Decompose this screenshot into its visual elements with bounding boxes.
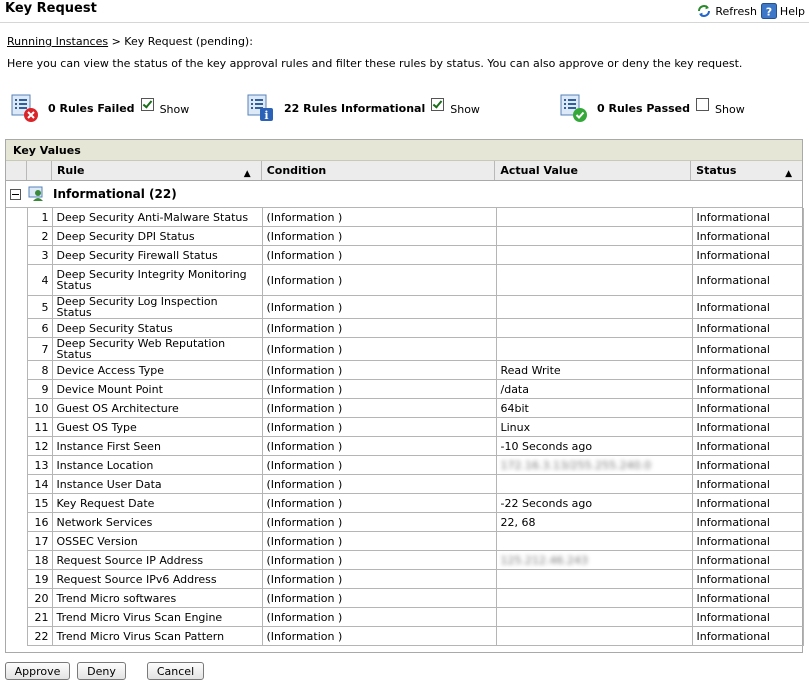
header-status-label: Status: [696, 164, 737, 177]
show-failed-label: Show: [159, 102, 190, 116]
actual-value-cell: [496, 627, 692, 646]
row-spacer: [6, 570, 27, 589]
header-blank: [6, 161, 27, 180]
rule-name-cell: Instance First Seen: [52, 437, 262, 456]
row-index: 15: [27, 494, 52, 513]
actual-value-cell: [496, 265, 692, 296]
row-index: 7: [27, 338, 52, 361]
show-passed-checkbox[interactable]: [696, 98, 709, 111]
rule-name-cell: Deep Security Status: [52, 319, 262, 338]
header-condition-label: Condition: [266, 164, 327, 177]
rule-name-cell: Trend Micro Virus Scan Pattern: [52, 627, 262, 646]
condition-cell: (Information ): [262, 227, 496, 246]
row-index: 4: [27, 265, 52, 296]
row-spacer: [6, 296, 27, 319]
key-values-panel: [5, 139, 803, 653]
rule-name-cell: Network Services: [52, 513, 262, 532]
rule-name-cell: Deep Security DPI Status: [52, 227, 262, 246]
status-cell: Informational: [692, 227, 803, 246]
table-row[interactable]: [6, 589, 803, 608]
condition-cell: (Information ): [262, 296, 496, 319]
condition-cell: (Information ): [262, 399, 496, 418]
title-divider: [0, 22, 809, 23]
rules-passed-count: 0 Rules Passed: [597, 101, 691, 115]
row-spacer: [6, 319, 27, 338]
row-spacer: [6, 338, 27, 361]
help-label: Help: [779, 4, 805, 18]
rules-table: [6, 208, 804, 646]
actual-value-cell: Read Write: [496, 361, 692, 380]
row-index: 1: [27, 208, 52, 227]
row-index: 6: [27, 319, 52, 338]
row-index: 14: [27, 475, 52, 494]
show-informational-label: Show: [450, 102, 480, 116]
actual-value-cell: [496, 589, 692, 608]
condition-cell: (Information ): [262, 570, 496, 589]
rules-failed-count: 0 Rules Failed: [48, 101, 135, 115]
rule-name-cell: Deep Security Log Inspection Status: [52, 296, 262, 319]
panel-title: Key Values: [6, 140, 802, 161]
deny-button[interactable]: Deny: [77, 662, 126, 680]
row-index: 22: [27, 627, 52, 646]
row-index: 3: [27, 246, 52, 265]
condition-cell: (Information ): [262, 246, 496, 265]
row-index: 12: [27, 437, 52, 456]
rules-informational-count: 22 Rules Informational: [284, 101, 426, 115]
rule-name-cell: Deep Security Integrity Monitoring Status: [52, 265, 262, 296]
rule-name-cell: Trend Micro softwares: [52, 589, 262, 608]
row-spacer: [6, 361, 27, 380]
row-index: 8: [27, 361, 52, 380]
status-cell: Informational: [692, 399, 803, 418]
svg-text:?: ?: [765, 5, 773, 19]
status-cell: Informational: [692, 208, 803, 227]
group-row-informational: [6, 181, 802, 208]
row-spacer: [6, 494, 27, 513]
table-header: [6, 161, 802, 181]
actual-value-cell: 22, 68: [496, 513, 692, 532]
row-spacer: [6, 589, 27, 608]
condition-cell: (Information ): [262, 265, 496, 296]
row-index: 9: [27, 380, 52, 399]
group-user-icon: [28, 185, 46, 203]
condition-cell: (Information ): [262, 494, 496, 513]
actual-value-cell: [496, 246, 692, 265]
rule-name-cell: Device Access Type: [52, 361, 262, 380]
condition-cell: (Information ): [262, 627, 496, 646]
group-title: Informational (22): [53, 187, 177, 201]
table-row[interactable]: [6, 570, 803, 589]
row-index: 19: [27, 570, 52, 589]
rule-name-cell: Deep Security Firewall Status: [52, 246, 262, 265]
row-index: 2: [27, 227, 52, 246]
refresh-button[interactable]: [696, 3, 757, 19]
status-cell: Informational: [692, 338, 803, 361]
status-cell: Informational: [692, 608, 803, 627]
table-row[interactable]: [6, 551, 803, 570]
actual-value-cell: [496, 570, 692, 589]
help-button[interactable]: [761, 3, 805, 19]
table-row[interactable]: [6, 399, 803, 418]
show-passed-label: Show: [715, 102, 745, 116]
refresh-icon: [696, 3, 712, 19]
table-row[interactable]: [6, 627, 803, 646]
table-row[interactable]: [6, 265, 803, 296]
refresh-label: Refresh: [715, 4, 757, 18]
table-row[interactable]: [6, 456, 803, 475]
rule-name-cell: OSSEC Version: [52, 532, 262, 551]
status-cell: Informational: [692, 532, 803, 551]
table-row[interactable]: [6, 208, 803, 227]
rule-name-cell: Deep Security Web Reputation Status: [52, 338, 262, 361]
header-rule[interactable]: [52, 161, 262, 180]
condition-cell: (Information ): [262, 380, 496, 399]
row-spacer: [6, 208, 27, 227]
condition-cell: (Information ): [262, 338, 496, 361]
status-cell: Informational: [692, 265, 803, 296]
row-spacer: [6, 380, 27, 399]
row-index: 5: [27, 296, 52, 319]
rule-name-cell: Device Mount Point: [52, 380, 262, 399]
header-index: [27, 161, 52, 180]
status-cell: Informational: [692, 627, 803, 646]
status-cell: Informational: [692, 296, 803, 319]
table-row[interactable]: [6, 437, 803, 456]
redacted-value: 125.212.46.243: [500, 553, 588, 567]
condition-cell: (Information ): [262, 418, 496, 437]
status-cell: Informational: [692, 570, 803, 589]
row-spacer: [6, 475, 27, 494]
page-description: Here you can view the status of the key approval rules and filter these rules by status. You can also approve or deny the key request.: [7, 57, 743, 70]
condition-cell: (Information ): [262, 208, 496, 227]
actual-value-cell: [496, 532, 692, 551]
breadcrumb-running-instances-link[interactable]: Running Instances: [7, 35, 109, 48]
row-spacer: [6, 608, 27, 627]
row-index: 18: [27, 551, 52, 570]
row-spacer: [6, 227, 27, 246]
top-actions: [696, 3, 805, 19]
row-spacer: [6, 456, 27, 475]
row-spacer: [6, 513, 27, 532]
row-spacer: [6, 532, 27, 551]
cancel-button[interactable]: Cancel: [147, 662, 204, 680]
row-spacer: [6, 246, 27, 265]
rule-name-cell: Guest OS Architecture: [52, 399, 262, 418]
actual-value-cell: [496, 608, 692, 627]
condition-cell: (Information ): [262, 456, 496, 475]
actual-value-cell: [496, 208, 692, 227]
table-row[interactable]: [6, 608, 803, 627]
sort-asc-icon: ▲: [785, 169, 792, 179]
status-cell: Informational: [692, 551, 803, 570]
table-row[interactable]: [6, 246, 803, 265]
condition-cell: (Information ): [262, 551, 496, 570]
rule-name-cell: Guest OS Type: [52, 418, 262, 437]
rule-name-cell: Trend Micro Virus Scan Engine: [52, 608, 262, 627]
collapse-group-toggle[interactable]: [10, 189, 21, 200]
summary-failed: [10, 93, 189, 123]
row-index: 11: [27, 418, 52, 437]
row-index: 13: [27, 456, 52, 475]
condition-cell: (Information ): [262, 513, 496, 532]
svg-text:i: i: [264, 109, 269, 122]
row-spacer: [6, 551, 27, 570]
table-row[interactable]: [6, 338, 803, 361]
summary-passed: [559, 93, 745, 123]
header-actual-value-label: Actual Value: [500, 164, 578, 177]
row-spacer: [6, 627, 27, 646]
row-spacer: [6, 437, 27, 456]
actual-value-cell: /data: [496, 380, 692, 399]
row-spacer: [6, 265, 27, 296]
rules-failed-icon: [10, 93, 40, 123]
actual-value-cell: -10 Seconds ago: [496, 437, 692, 456]
actual-value-cell: [496, 456, 692, 475]
redacted-value: 172.16.3.13/255.255.240.0: [500, 458, 652, 472]
table-row[interactable]: [6, 418, 803, 437]
condition-cell: (Information ): [262, 608, 496, 627]
header-rule-label: Rule: [56, 164, 85, 177]
status-cell: Informational: [692, 361, 803, 380]
table-row[interactable]: [6, 227, 803, 246]
rules-info-icon: [246, 93, 276, 123]
status-cell: Informational: [692, 494, 803, 513]
condition-cell: (Information ): [262, 437, 496, 456]
status-cell: Informational: [692, 589, 803, 608]
rule-name-cell: Instance User Data: [52, 475, 262, 494]
row-index: 20: [27, 589, 52, 608]
header-status[interactable]: [691, 161, 802, 180]
status-cell: Informational: [692, 456, 803, 475]
status-cell: Informational: [692, 437, 803, 456]
help-icon: [761, 3, 777, 19]
table-row[interactable]: [6, 361, 803, 380]
actual-value-cell: [496, 475, 692, 494]
row-spacer: [6, 399, 27, 418]
actual-value-cell: [496, 319, 692, 338]
status-cell: Informational: [692, 246, 803, 265]
row-spacer: [6, 418, 27, 437]
rule-name-cell: Request Source IP Address: [52, 551, 262, 570]
rule-name-cell: Key Request Date: [52, 494, 262, 513]
actual-value-cell: [496, 338, 692, 361]
condition-cell: (Information ): [262, 475, 496, 494]
table-row[interactable]: [6, 296, 803, 319]
show-failed-checkbox[interactable]: [141, 98, 154, 111]
actual-value-cell: -22 Seconds ago: [496, 494, 692, 513]
status-cell: Informational: [692, 418, 803, 437]
action-buttons: [5, 662, 204, 680]
table-row[interactable]: [6, 380, 803, 399]
actual-value-cell: Linux: [496, 418, 692, 437]
breadcrumb: [7, 35, 253, 48]
condition-cell: (Information ): [262, 532, 496, 551]
rule-name-cell: Request Source IPv6 Address: [52, 570, 262, 589]
status-cell: Informational: [692, 475, 803, 494]
table-row[interactable]: [6, 319, 803, 338]
breadcrumb-current: > Key Request (pending):: [108, 35, 253, 48]
actual-value-cell: 64bit: [496, 399, 692, 418]
approve-button[interactable]: Approve: [5, 662, 70, 680]
condition-cell: (Information ): [262, 361, 496, 380]
row-index: 21: [27, 608, 52, 627]
status-cell: Informational: [692, 319, 803, 338]
row-index: 17: [27, 532, 52, 551]
page-title: Key Request: [5, 1, 97, 16]
condition-cell: (Information ): [262, 589, 496, 608]
actual-value-cell: [496, 296, 692, 319]
table-row[interactable]: [6, 475, 803, 494]
show-informational-checkbox[interactable]: [431, 98, 444, 111]
actual-value-cell: [496, 551, 692, 570]
row-index: 10: [27, 399, 52, 418]
rule-name-cell: Deep Security Anti-Malware Status: [52, 208, 262, 227]
table-row[interactable]: [6, 513, 803, 532]
condition-cell: (Information ): [262, 319, 496, 338]
header-actual-value[interactable]: [495, 161, 691, 180]
sort-asc-icon: ▲: [243, 169, 251, 179]
row-index: 16: [27, 513, 52, 532]
status-cell: Informational: [692, 380, 803, 399]
summary-informational: [246, 93, 480, 123]
header-condition[interactable]: [262, 161, 496, 180]
rule-name-cell: Instance Location: [52, 456, 262, 475]
rules-passed-icon: [559, 93, 589, 123]
table-row[interactable]: [6, 494, 803, 513]
status-cell: Informational: [692, 513, 803, 532]
actual-value-cell: [496, 227, 692, 246]
table-row[interactable]: [6, 532, 803, 551]
